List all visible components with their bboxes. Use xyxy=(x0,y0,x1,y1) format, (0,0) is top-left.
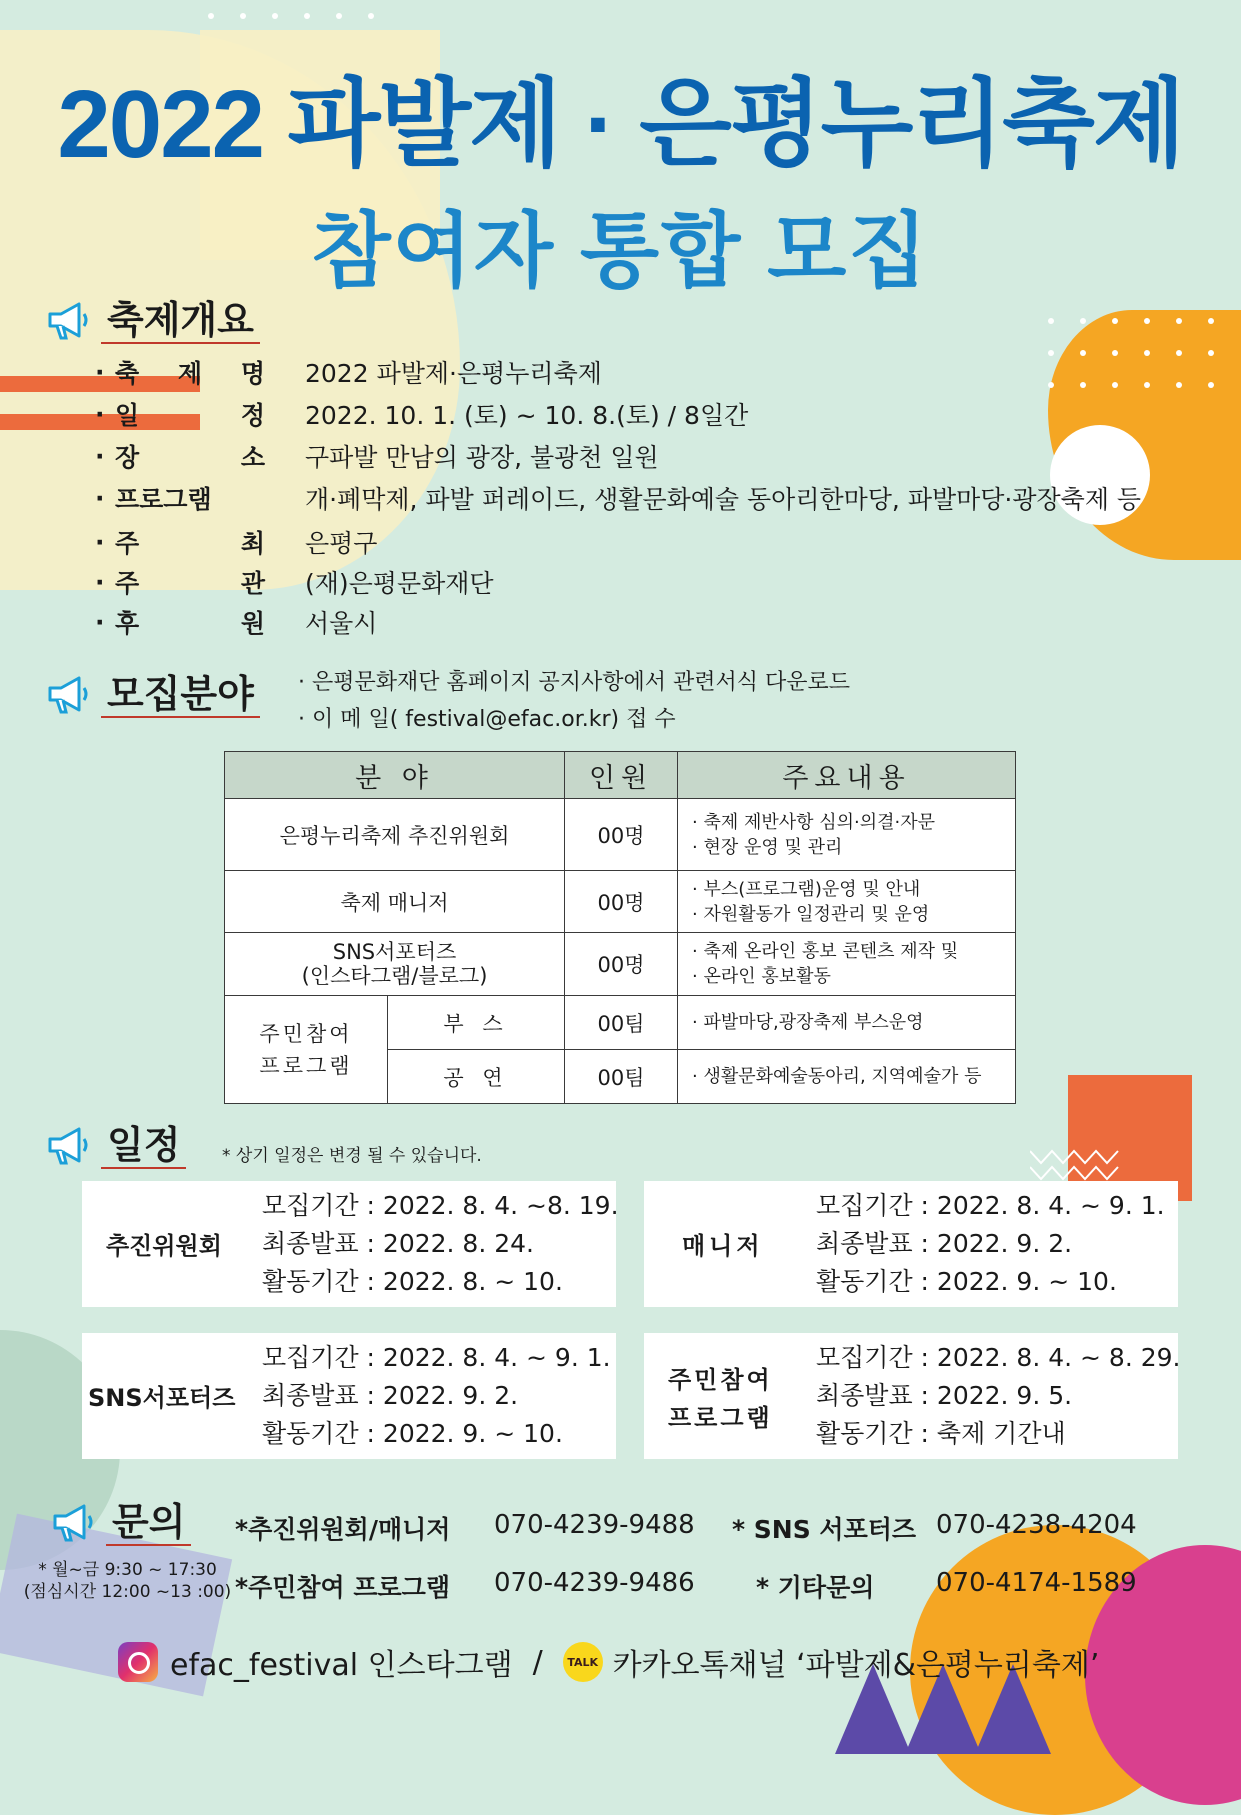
bullet: · xyxy=(95,441,105,471)
schedule-box-rows xyxy=(816,1187,1165,1301)
instagram-handle[interactable]: efac_festival 인스타그램 xyxy=(170,1648,513,1683)
schedule-row: 활동기간 : 2022. 8. ~ 10. xyxy=(262,1267,563,1296)
overview-row xyxy=(95,522,377,562)
overview-label-char: 관 xyxy=(240,569,265,598)
content-line: · 현장 운영 및 관리 xyxy=(692,836,843,858)
bullet: · xyxy=(95,607,105,637)
section-header-contact xyxy=(50,1500,191,1546)
section-title-recruit: 모집분야 xyxy=(101,672,260,718)
overview-label-char: 원 xyxy=(240,609,265,638)
schedule-box-name xyxy=(668,1361,773,1437)
overview-label-char: 프로그램 xyxy=(115,485,212,514)
overview-row xyxy=(95,394,748,434)
section-header-overview xyxy=(45,298,260,344)
schedule-box-name: SNS서포터즈 xyxy=(88,1384,236,1412)
schedule-row: 활동기간 : 축제 기간내 xyxy=(816,1419,1066,1448)
overview-row xyxy=(95,602,377,642)
decor-zigzag xyxy=(1030,1143,1120,1183)
schedule-row: 최종발표 : 2022. 9. 5. xyxy=(816,1381,1073,1410)
overview-label-char: 주 xyxy=(115,529,140,558)
contact-phone-sns[interactable]: 070-4238-4204 xyxy=(936,1510,1137,1540)
content-line: · 부스(프로그램)운영 및 안내 xyxy=(692,878,921,900)
schedule-box-rows xyxy=(262,1339,611,1453)
table-header-field: 분 야 xyxy=(225,752,565,799)
overview-value: 2022 파발제·은평누리축제 xyxy=(305,359,602,388)
table-row xyxy=(225,933,1016,996)
schedule-box-name: 추진위원회 xyxy=(106,1232,222,1260)
table-cell-field: 은평누리축제 추진위원회 xyxy=(225,799,565,871)
field-line: SNS서포터즈 xyxy=(332,940,457,964)
page-subtitle: 참여자 통합 모집 xyxy=(311,206,930,297)
overview-value: (재)은평문화재단 xyxy=(305,569,494,598)
table-row xyxy=(225,996,1016,1050)
kakaotalk-icon: TALK xyxy=(563,1642,603,1682)
bullet: · xyxy=(95,357,105,387)
schedule-box-resident xyxy=(644,1333,1181,1459)
overview-value: 은평구 xyxy=(305,529,378,558)
group-line: 주민참여 xyxy=(259,1021,353,1046)
contact-hours-line: * 월~금 9:30 ~ 17:30 xyxy=(38,1560,217,1580)
megaphone-icon xyxy=(45,298,91,344)
page-title: 2022 파발제 · 은평누리축제 xyxy=(57,71,1184,178)
field-line: (인스타그램/블로그) xyxy=(301,964,488,988)
table-cell-field: 축제 매니저 xyxy=(225,871,565,933)
megaphone-icon xyxy=(45,1123,91,1169)
table-cell-sub: 부 스 xyxy=(388,996,565,1050)
contact-phone-other[interactable]: 070-4174-1589 xyxy=(936,1568,1137,1598)
group-line: 프로그램 xyxy=(259,1053,353,1078)
schedule-box-name-line: 프로그램 xyxy=(668,1404,773,1432)
overview-label-char: 명 xyxy=(240,359,265,388)
schedule-row: 활동기간 : 2022. 9. ~ 10. xyxy=(262,1419,563,1448)
schedule-row: 모집기간 : 2022. 8. 4. ~ 9. 1. xyxy=(262,1343,611,1372)
bullet: · xyxy=(95,567,105,597)
overview-value: 구파발 만남의 광장, 불광천 일원 xyxy=(305,443,659,472)
content-line: · 온라인 홍보활동 xyxy=(692,966,831,987)
megaphone-icon xyxy=(50,1500,96,1546)
overview-value: 서울시 xyxy=(305,609,378,638)
content-line: · 축제 온라인 홍보 콘텐츠 제작 및 xyxy=(692,941,959,962)
decor-dots xyxy=(195,0,387,32)
overview-label xyxy=(115,480,265,516)
decor-dots xyxy=(1035,305,1227,401)
table-row xyxy=(225,799,1016,871)
schedule-box-name-line: 주민참여 xyxy=(668,1366,773,1394)
overview-label-char: 일 xyxy=(115,401,140,430)
contact-label-resident: *주민참여 프로그램 xyxy=(235,1573,450,1602)
bullet: · xyxy=(95,399,105,429)
contact-phone-committee[interactable]: 070-4239-9488 xyxy=(494,1510,695,1540)
overview-label-char: 소 xyxy=(240,443,265,472)
schedule-box-rows xyxy=(262,1187,619,1301)
instagram-icon xyxy=(118,1642,158,1682)
table-cell-count: 00명 xyxy=(565,871,678,933)
overview-label xyxy=(115,438,265,474)
content-line: · 자원활동가 일정관리 및 운영 xyxy=(692,903,930,925)
table-cell-sub: 공 연 xyxy=(388,1050,565,1104)
section-title-schedule: 일정 xyxy=(101,1123,186,1169)
table-cell-field xyxy=(225,933,565,996)
schedule-row: 모집기간 : 2022. 8. 4. ~ 8. 29. xyxy=(816,1343,1181,1372)
overview-value: 개·폐막제, 파발 퍼레이드, 생활문화예술 동아리한마당, 파발마당·광장축제 등 xyxy=(305,485,1142,514)
recruit-note-download: · 은평문화재단 홈페이지 공지사항에서 관련서식 다운로드 xyxy=(298,670,851,695)
overview-label xyxy=(115,524,265,560)
footer xyxy=(118,1640,1099,1684)
overview-row xyxy=(95,478,1141,518)
schedule-box-name: 매니저 xyxy=(682,1232,764,1260)
schedule-box-sns xyxy=(82,1333,616,1459)
overview-label-char: 장 xyxy=(115,443,140,472)
section-title-overview: 축제개요 xyxy=(101,298,260,344)
schedule-row: 모집기간 : 2022. 8. 4. ~8. 19. xyxy=(262,1191,619,1220)
table-row xyxy=(225,871,1016,933)
schedule-row: 최종발표 : 2022. 9. 2. xyxy=(262,1381,519,1410)
table-cell-content xyxy=(678,871,1016,933)
overview-label xyxy=(115,354,265,390)
bullet: · xyxy=(95,483,105,513)
schedule-row: 최종발표 : 2022. 8. 24. xyxy=(262,1229,534,1258)
table-cell-content xyxy=(678,933,1016,996)
contact-label-other: * 기타문의 xyxy=(756,1573,875,1602)
table-header-content: 주요내용 xyxy=(678,752,1016,799)
table-cell-count: 00명 xyxy=(565,799,678,871)
section-title-contact: 문의 xyxy=(106,1500,191,1546)
table-cell-content xyxy=(678,799,1016,871)
schedule-box-rows xyxy=(816,1339,1180,1453)
overview-label-char: 축 xyxy=(115,359,140,388)
table-cell-count: 00팀 xyxy=(565,1050,678,1104)
overview-value: 2022. 10. 1. (토) ~ 10. 8.(토) / 8일간 xyxy=(305,401,749,430)
table-cell-count: 00명 xyxy=(565,933,678,996)
contact-phone-resident[interactable]: 070-4239-9486 xyxy=(494,1568,695,1598)
schedule-row: 활동기간 : 2022. 9. ~ 10. xyxy=(816,1267,1117,1296)
overview-label xyxy=(115,604,265,640)
content-line: · 축제 제반사항 심의·의결·자문 xyxy=(692,811,936,833)
table-cell-content: · 파발마당,광장축제 부스운영 xyxy=(678,996,1016,1050)
contact-hours xyxy=(20,1559,235,1603)
kakao-channel[interactable]: 카카오톡채널 ‘파발제&은평누리축제’ xyxy=(612,1648,1100,1683)
schedule-row: 최종발표 : 2022. 9. 2. xyxy=(816,1229,1073,1258)
footer-separator: / xyxy=(532,1644,543,1680)
schedule-row: 모집기간 : 2022. 8. 4. ~ 9. 1. xyxy=(816,1191,1165,1220)
table-header-row xyxy=(225,752,1016,799)
table-cell-content: · 생활문화예술동아리, 지역예술가 등 xyxy=(678,1050,1016,1104)
overview-label-char: 제 xyxy=(177,359,203,388)
contact-hours-line: (점심시간 12:00 ~13 :00) xyxy=(23,1582,232,1602)
megaphone-icon xyxy=(45,672,91,718)
schedule-box-committee xyxy=(82,1181,619,1307)
bullet: · xyxy=(95,527,105,557)
schedule-note: * 상기 일정은 변경 될 수 있습니다. xyxy=(222,1146,482,1166)
overview-row xyxy=(95,562,494,602)
overview-label-char: 최 xyxy=(240,529,265,558)
overview-label-char: 후 xyxy=(115,609,140,638)
table-header-count: 인원 xyxy=(565,752,678,799)
overview-row xyxy=(95,436,659,476)
contact-label-sns: * SNS 서포터즈 xyxy=(732,1515,917,1544)
overview-label xyxy=(115,396,265,432)
recruit-table xyxy=(224,751,1016,1104)
recruit-note-email: · 이 메 일( festival@efac.or.kr) 접 수 xyxy=(298,707,676,732)
overview-label-char: 주 xyxy=(115,569,140,598)
table-cell-group xyxy=(225,996,388,1104)
section-header-schedule xyxy=(45,1123,186,1169)
table-cell-count: 00팀 xyxy=(565,996,678,1050)
contact-label-committee: *추진위원회/매니저 xyxy=(235,1515,451,1544)
overview-label-char: 정 xyxy=(240,401,265,430)
schedule-box-manager xyxy=(644,1181,1178,1307)
section-header-recruit xyxy=(45,672,260,718)
overview-label xyxy=(115,564,265,600)
overview-row xyxy=(95,352,602,392)
